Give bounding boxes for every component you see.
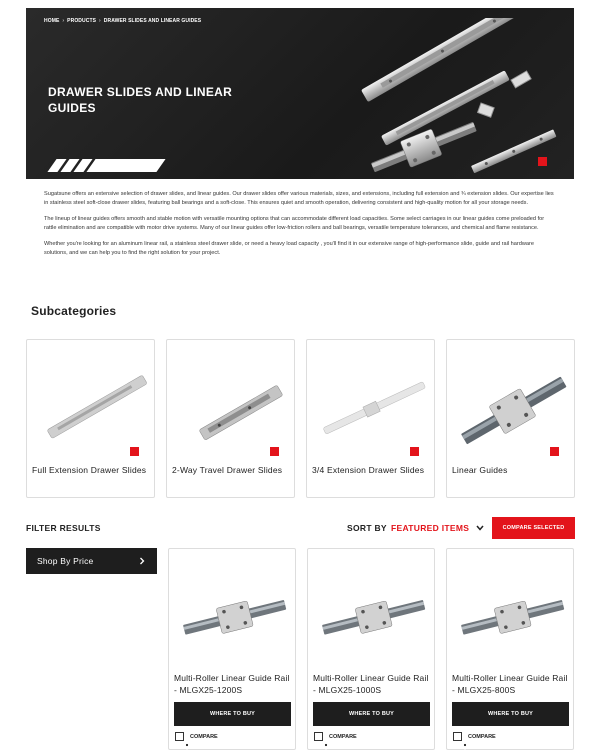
location-pin-icon <box>323 742 329 750</box>
subcategory-image <box>457 360 567 450</box>
where-to-buy-button[interactable] <box>174 702 291 726</box>
page-title: DRAWER SLIDES AND LINEAR GUIDES <box>48 85 233 115</box>
product-image <box>179 589 289 639</box>
intro-paragraph: Whether you're looking for an aluminum linear rail, a stainless steel drawer slide, or need a heavy load capacity , you'll find it in our extensive range of high-performance slide, guide and rail hardware solutions, and we can help you to find the right solution for your project. <box>44 241 534 256</box>
where-to-buy-button[interactable] <box>452 702 569 726</box>
hero-product-image <box>351 18 561 173</box>
compare-label: COMPARE <box>190 733 218 740</box>
breadcrumb-separator: › <box>99 18 101 24</box>
product-card[interactable] <box>446 548 574 750</box>
intro-text <box>44 190 556 265</box>
shop-by-price-filter[interactable] <box>26 548 157 574</box>
subcategory-label: Full Extension Drawer Slides <box>32 465 147 475</box>
subcategory-card[interactable] <box>446 339 575 498</box>
product-card[interactable] <box>307 548 435 750</box>
subcategory-card[interactable] <box>306 339 435 498</box>
subcategory-label: Linear Guides <box>452 465 508 475</box>
subcategory-grid <box>26 339 575 498</box>
compare-label: COMPARE <box>329 733 357 740</box>
subcategory-label: 3/4 Extension Drawer Slides <box>312 465 425 475</box>
compare-row <box>453 732 496 741</box>
breadcrumb-current: DRAWER SLIDES AND LINEAR GUIDES <box>103 18 202 24</box>
subcategory-label: 2-Way Travel Drawer Slides <box>172 465 283 475</box>
compare-row <box>314 732 357 741</box>
filter-results-title: FILTER RESULTS <box>26 523 101 533</box>
compare-label: COMPARE <box>468 733 496 740</box>
breadcrumb-products[interactable]: PRODUCTS <box>67 18 97 24</box>
chevron-right-icon <box>139 557 145 565</box>
compare-row <box>175 732 218 741</box>
accent-square <box>130 447 139 456</box>
accent-square <box>550 447 559 456</box>
subcategory-card[interactable] <box>26 339 155 498</box>
location-pin-icon <box>184 742 190 750</box>
where-to-buy-button[interactable] <box>313 702 430 726</box>
where-to-buy-label: WHERE TO BUY <box>209 711 256 717</box>
compare-checkbox[interactable] <box>314 732 323 741</box>
compare-checkbox[interactable] <box>453 732 462 741</box>
sort-dropdown[interactable]: FEATURED ITEMS <box>391 523 470 533</box>
product-name[interactable]: Multi-Roller Linear Guide Rail - MLGX25-800S <box>452 673 568 695</box>
product-name[interactable]: Multi-Roller Linear Guide Rail - MLGX25-1200S <box>174 673 290 695</box>
decorative-stripes <box>52 159 161 172</box>
subcategory-image <box>37 360 147 450</box>
location-pin-icon <box>462 742 468 750</box>
accent-square <box>538 157 547 166</box>
shop-by-price-label: Shop By Price <box>37 556 94 566</box>
chevron-down-icon[interactable] <box>475 523 485 533</box>
compare-selected-button[interactable]: COMPARE SELECTED <box>492 517 575 539</box>
breadcrumb-separator: › <box>62 18 65 24</box>
subcategory-card[interactable] <box>166 339 295 498</box>
product-grid <box>168 548 575 750</box>
intro-paragraph: The lineup of linear guides offers smooth and stable motion with versatile mounting options that can accommodate different load capacities. Some select carriages in our linear guides come preloaded for rattle elimination and are compatible with motor drive systems. Many of our linear guides offer low-friction rollers and ball bearings, versatile temperature tolerances, and chemical and flame resistance. <box>44 216 545 231</box>
intro-paragraph: Sugatsune offers an extensive selection of drawer slides, and linear guides. Our drawer slides offer various materials, sizes, and extensions, including full extension and ¾ extension slides. Our expertise lies in stainless steel soft-close drawer slides, featuring ball bearings and a soft-close. This ensures quiet and smooth operation, delivering consistent and high-quality motion for all your storage needs. <box>44 191 554 206</box>
sort-by-label: SORT BY <box>347 523 387 533</box>
product-card[interactable] <box>168 548 296 750</box>
subcategories-title: Subcategories <box>31 304 117 318</box>
product-image <box>318 589 428 639</box>
breadcrumb <box>44 18 201 24</box>
accent-square <box>270 447 279 456</box>
breadcrumb-home[interactable]: HOME <box>44 18 60 24</box>
subcategory-image <box>317 360 427 450</box>
compare-checkbox[interactable] <box>175 732 184 741</box>
product-image <box>457 589 567 639</box>
accent-square <box>410 447 419 456</box>
subcategory-image <box>177 360 287 450</box>
product-name[interactable]: Multi-Roller Linear Guide Rail - MLGX25-1000S <box>313 673 429 695</box>
hero-banner <box>26 8 574 179</box>
where-to-buy-label: WHERE TO BUY <box>348 711 395 717</box>
where-to-buy-label: WHERE TO BUY <box>487 711 534 717</box>
